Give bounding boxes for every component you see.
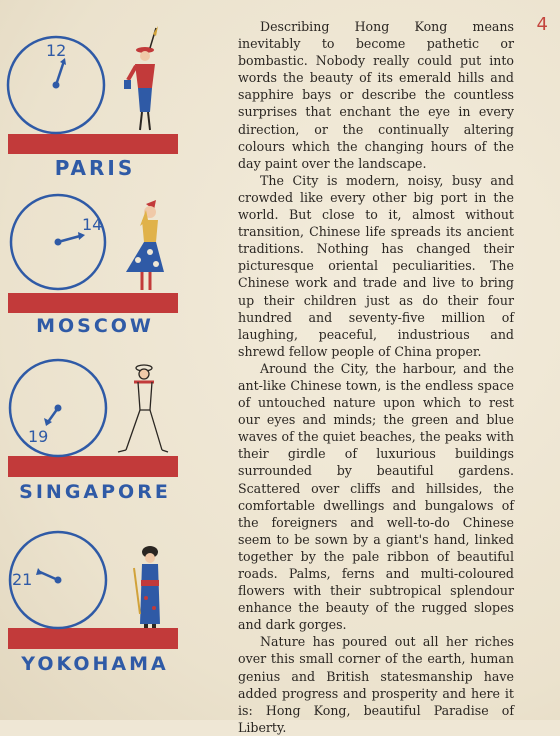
- city-label-singapore: SINGAPORE: [19, 481, 171, 503]
- red-bar: [8, 134, 178, 154]
- woman-figure-icon: [126, 200, 164, 290]
- paragraph: The City is modern, noisy, busy and crowded like every other big port in the world. But close to it, almost without transition, Chinese life spreads its ancient traditions. Nothing has changed their picturesque oriental peculiarities. The Chinese work and trade and live to bring up their children just as do their four hundred and seventy-five million of laughing, peaceful, industrious and shrewd fellow people of China proper.: [238, 172, 514, 359]
- yokohama-clock-scene: [0, 528, 190, 658]
- singapore-clock-scene: [0, 356, 190, 486]
- paris-illustration: [0, 20, 190, 195]
- clock-hand: [56, 61, 64, 85]
- paragraph: Describing Hong Kong means inevitably to become pathetic or bombastic. Nobody really could put into words the beauty of its emerald hills and sapphire bays or describe the countless surprises that enchant the eye in every direction, or the continually altering colours which the changing hours of the day paint over the landscape.: [238, 19, 514, 171]
- clock-hour-label: 19: [28, 427, 49, 446]
- singapore-illustration: [0, 356, 190, 531]
- paragraph: Around the City, the harbour, and the ant-like Chinese town, is the endless space of untouched nature upon which to rest our eyes and minds; the green and blue waves of the quiet beaches, the peaks with their girdle of luxurious buildings surrounded by beautiful gardens. Scattered over cliffs and hillsides, the comfortable dwellings and bungalows of the foreigners and well-to-do Chinese seem to be sown by a giant's hand, linked together by the pale ribbon of beautiful roads. Palms, ferns and multi-coloured flowers with their subtropical splendour enhance the beauty of the rugged slopes and dark gorges.: [238, 360, 514, 633]
- red-bar: [8, 456, 178, 477]
- yokohama-illustration: [0, 528, 190, 703]
- city-label-moscow: MOSCOW: [36, 315, 154, 337]
- geisha-figure-icon: [134, 546, 160, 628]
- clock-hour-label: 14: [82, 215, 103, 234]
- moscow-clock-scene: [0, 190, 190, 320]
- city-label-paris: PARIS: [54, 156, 136, 180]
- page-number: 4: [536, 14, 548, 35]
- red-bar: [8, 628, 178, 649]
- body-text: [238, 18, 514, 736]
- moscow-illustration: [0, 190, 190, 365]
- paris-clock-scene: [0, 20, 190, 160]
- woman-figure-icon: [124, 26, 158, 130]
- sailor-figure-icon: [118, 365, 168, 452]
- clock-hour-label: 12: [46, 41, 67, 60]
- paragraph: Nature has poured out all her riches over this small corner of the earth, human genius and British statesmanship have added progress and prosperity and here it is: Hong Kong, beautiful Paradise of Liberty.: [238, 634, 514, 735]
- city-label-yokohama: YOKOHAMA: [21, 653, 169, 675]
- red-bar: [8, 293, 178, 313]
- clock-hour-label: 21: [12, 570, 33, 589]
